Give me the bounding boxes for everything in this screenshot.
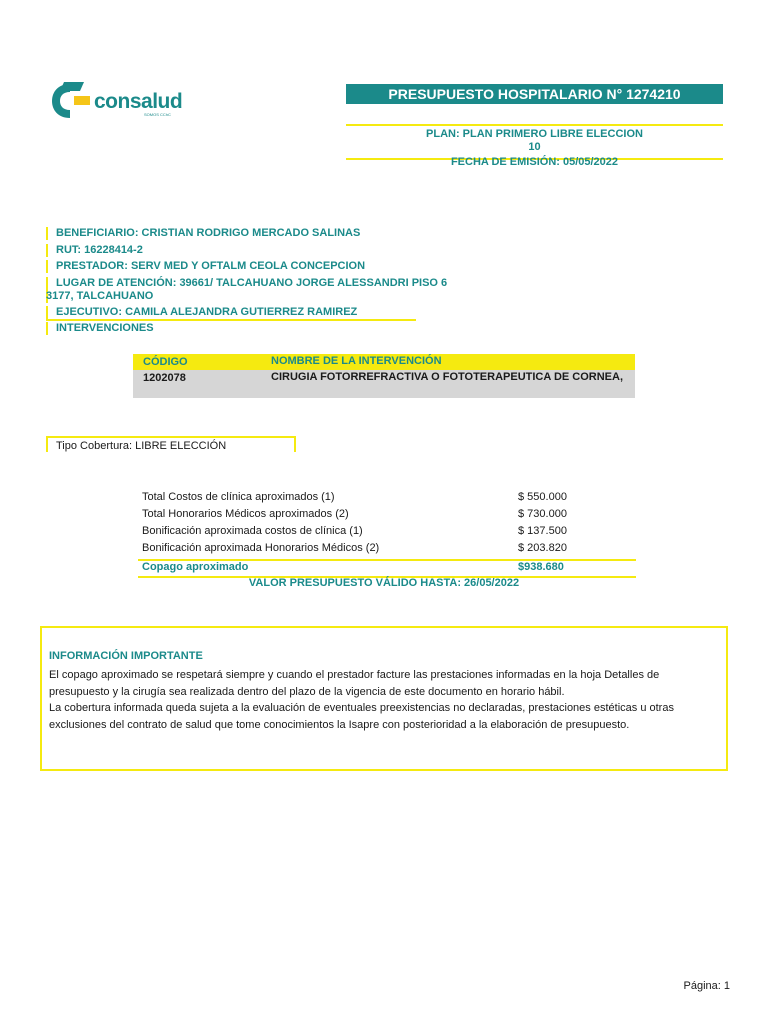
executive: EJECUTIVO: CAMILA ALEJANDRA GUTIERREZ RAMIREZ (46, 306, 416, 321)
interventions-heading: INTERVENCIONES (46, 322, 496, 335)
total-label: Total Honorarios Médicos aproximados (2) (142, 508, 349, 520)
beneficiary-rut: RUT: 16228414-2 (46, 244, 496, 257)
total-value: $ 730.000 (518, 508, 567, 520)
attention-place-line2: 3177, TALCAHUANO (46, 290, 154, 302)
copago-value: $938.680 (518, 561, 564, 573)
header-codigo: CÓDIGO (143, 356, 188, 368)
total-row (138, 491, 636, 508)
plan-name: PLAN: PLAN PRIMERO LIBRE ELECCION (426, 128, 643, 140)
important-info-title: INFORMACIÓN IMPORTANTE (49, 650, 203, 662)
coverage-type: Tipo Cobertura: LIBRE ELECCIÓN (46, 436, 296, 452)
logo-subtext: SOMOS CChC (144, 112, 171, 117)
total-row (138, 508, 636, 525)
logo-brand-text: consalud (94, 90, 183, 113)
total-value: $ 203.820 (518, 542, 567, 554)
important-info-box (40, 626, 728, 771)
attention-place-line1: LUGAR DE ATENCIÓN: 39661/ TALCAHUANO JORGE ALESSANDRI PISO 6 (56, 277, 448, 289)
total-row (138, 542, 636, 559)
row-codigo: 1202078 (143, 372, 186, 384)
info-paragraph: El copago aproximado se respetará siempre y cuando el prestador facture las prestaciones informadas en la hoja Detalles de presupuesto y la cirugía sea realizada dentro del plazo de la vigencia de este documento en horario hábil. (49, 669, 660, 698)
row-nombre: CIRUGIA FOTORREFRACTIVA O FOTOTERAPEUTICA DE CORNEA, (271, 371, 624, 383)
table-header (133, 354, 635, 370)
info-paragraph: La cobertura informada queda sujeta a la evaluación de eventuales preexistencias no declaradas, prestaciones estéticas u otras exclusiones del contrato de salud que tome conocimientos la Isapre con posterioridad a la elaboración de presupuesto. (49, 702, 674, 731)
total-value: $ 137.500 (518, 525, 567, 537)
plan-code: 10 (528, 141, 541, 153)
provider: PRESTADOR: SERV MED Y OFTALM CEOLA CONCEPCION (46, 260, 496, 273)
important-info-text (49, 667, 717, 733)
consalud-logo-icon (50, 82, 94, 120)
interventions-table (133, 354, 635, 398)
total-label: Bonificación aproximada costos de clínica (1) (142, 525, 363, 537)
total-row (138, 525, 636, 542)
plan-box (346, 124, 723, 160)
issue-date: FECHA DE EMISIÓN: 05/05/2022 (450, 156, 619, 168)
totals-table (138, 491, 636, 578)
document-title: PRESUPUESTO HOSPITALARIO N° 1274210 (346, 84, 723, 104)
validity-date: VALOR PRESUPUESTO VÁLIDO HASTA: 26/05/2022 (248, 577, 520, 589)
total-label: Total Costos de clínica aproximados (1) (142, 491, 335, 503)
table-row (133, 370, 635, 398)
header-nombre: NOMBRE DE LA INTERVENCIÓN (271, 355, 442, 367)
beneficiary-name: BENEFICIARIO: CRISTIAN RODRIGO MERCADO SALINAS (46, 227, 496, 240)
total-label: Bonificación aproximada Honorarios Médicos (2) (142, 542, 380, 554)
total-value: $ 550.000 (518, 491, 567, 503)
consalud-logo (50, 82, 190, 122)
copago-label: Copago aproximado (142, 561, 249, 573)
page-number: Página: 1 (683, 980, 730, 992)
copago-row (138, 559, 636, 578)
